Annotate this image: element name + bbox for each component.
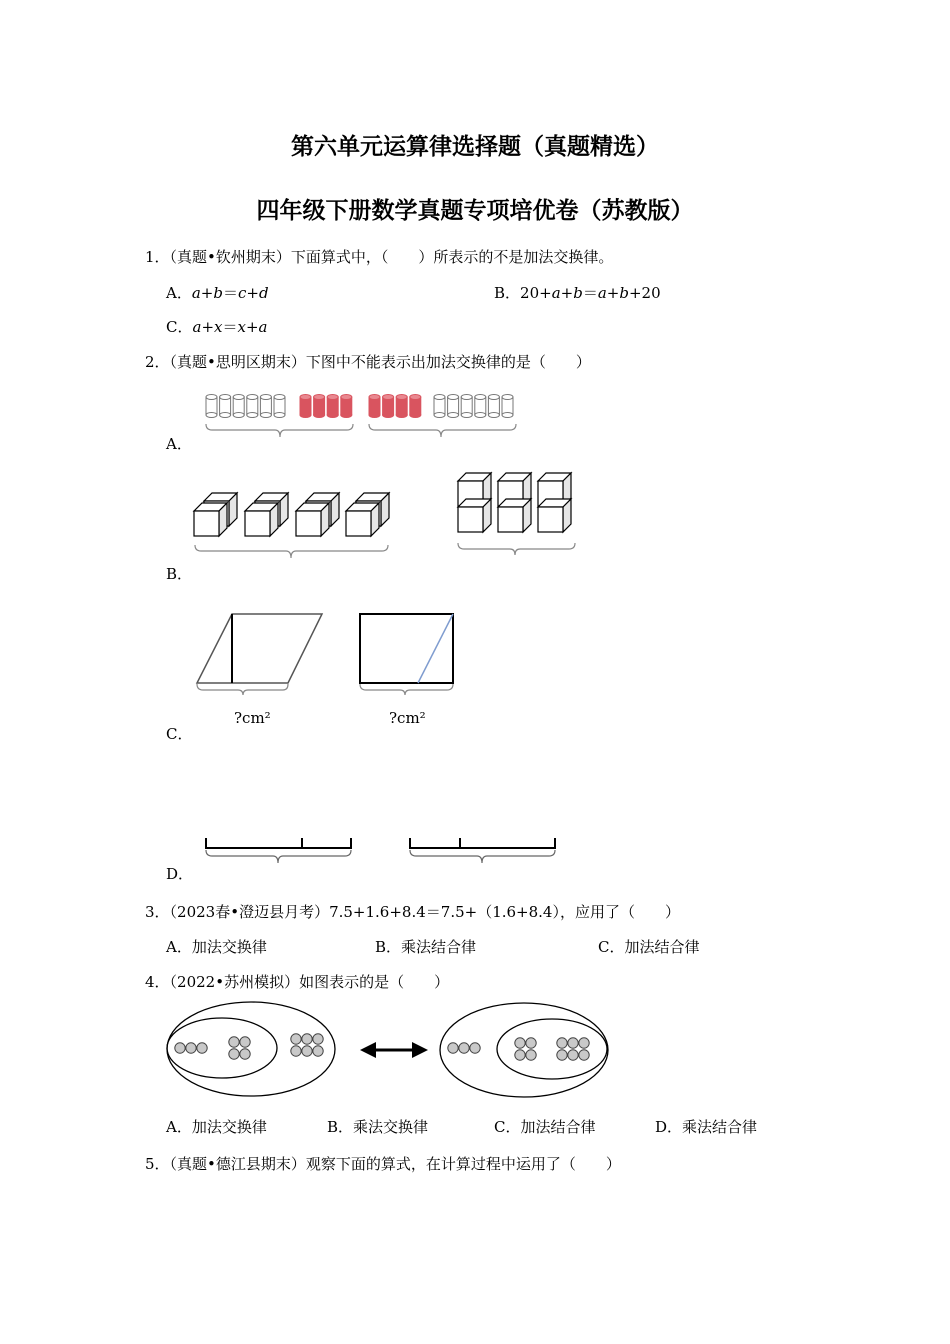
expr-part: + [560, 284, 574, 302]
question-number: 2． [145, 353, 170, 371]
page-title: 第六单元运算律选择题（真题精选） [291, 134, 659, 160]
area-label-left: ?cm² [234, 709, 271, 727]
expr-part: a [551, 284, 561, 302]
q4-option-b[interactable]: B．乘法交换律 [327, 1118, 429, 1136]
counter-dot [470, 1043, 480, 1053]
question-number: 3． [145, 903, 170, 921]
expr-part: a [258, 318, 268, 336]
question-text: （真题•思明区期末）下图中不能表示出加法交换律的是（ ） [169, 353, 591, 371]
expr-part: d [258, 284, 269, 302]
expr-part: a [597, 284, 607, 302]
q4-option-c[interactable]: C．加法结合律 [494, 1118, 596, 1136]
expr-part: x [214, 318, 223, 336]
counter-dot [240, 1037, 250, 1047]
expr-part: b [213, 284, 223, 302]
counter-dot [557, 1050, 567, 1060]
q2-option-b[interactable]: B． [166, 565, 193, 583]
counter-dot [579, 1050, 589, 1060]
q3-option-a[interactable]: A．加法交换律 [166, 938, 267, 956]
expr-part: c [238, 284, 247, 302]
q2-option-c[interactable]: C． [166, 725, 193, 743]
counter-dot [526, 1050, 536, 1060]
question-text: （2022•苏州模拟）如图表示的是（ ） [169, 973, 450, 991]
question-text: （真题•钦州期末）下面算式中，（ ）所表示的不是加法交换律。 [169, 248, 614, 266]
expr-part: ＝ [222, 318, 238, 336]
arrow-head-left [360, 1042, 376, 1058]
expr-part: b [573, 284, 583, 302]
counter-dot [291, 1034, 301, 1044]
counter-dot [197, 1043, 207, 1053]
page-subtitle: 四年级下册数学真题专项培优卷（苏教版） [256, 198, 694, 224]
counter-dot [557, 1038, 567, 1048]
question-text: （真题•德江县期末）观察下面的算式，在计算过程中运用了（ ） [169, 1155, 621, 1173]
question-5 [145, 1153, 621, 1174]
question-number: 5． [145, 1155, 170, 1173]
expr-part: + [200, 284, 214, 302]
counter-dot [186, 1043, 196, 1053]
expr-part: a [192, 318, 202, 336]
counter-dot [515, 1038, 525, 1048]
expr-part: ＝ [582, 284, 598, 302]
option-letter: B． [494, 284, 521, 302]
expr-part: b [619, 284, 629, 302]
expr-part: + [245, 318, 259, 336]
expr-part: a [191, 284, 201, 302]
expr-part: x [237, 318, 246, 336]
arrow-head-right [412, 1042, 428, 1058]
q4-option-a[interactable]: A．加法交换律 [166, 1118, 267, 1136]
option-letter: A． [166, 284, 192, 302]
expr-part: 20+ [520, 284, 552, 302]
counter-dot [229, 1049, 239, 1059]
option-letter: C． [166, 318, 193, 336]
expr-part: ＝ [222, 284, 238, 302]
counter-dot [568, 1050, 578, 1060]
counter-dot [313, 1046, 323, 1056]
counter-dot [459, 1043, 469, 1053]
counter-dot [229, 1037, 239, 1047]
q2-option-a[interactable]: A． [166, 435, 192, 453]
counter-dot [175, 1043, 185, 1053]
counter-dot [579, 1038, 589, 1048]
counter-dot [515, 1050, 525, 1060]
q3-option-b[interactable]: B．乘法结合律 [375, 938, 477, 956]
question-number: 1． [145, 248, 170, 266]
q2-option-d[interactable]: D． [166, 865, 194, 883]
counter-dot [313, 1034, 323, 1044]
counter-dot [448, 1043, 458, 1053]
q3-option-c[interactable]: C．加法结合律 [598, 938, 700, 956]
expr-part: + [606, 284, 620, 302]
counter-dot [240, 1049, 250, 1059]
counter-dot [526, 1038, 536, 1048]
counter-dot [568, 1038, 578, 1048]
counter-dot [291, 1046, 301, 1056]
counter-dot [302, 1046, 312, 1056]
area-label-right: ?cm² [389, 709, 426, 727]
expr-part: + [201, 318, 215, 336]
question-text: （2023春•澄迈县月考）7.5+1.6+8.4＝7.5+（1.6+8.4），应用了（ ） [169, 903, 680, 921]
q4-option-d[interactable]: D．乘法结合律 [655, 1118, 758, 1136]
counter-dot [302, 1034, 312, 1044]
expr-part: +20 [628, 284, 661, 302]
inner-ellipse [497, 1019, 607, 1079]
question-number: 4． [145, 973, 170, 991]
expr-part: + [246, 284, 259, 302]
